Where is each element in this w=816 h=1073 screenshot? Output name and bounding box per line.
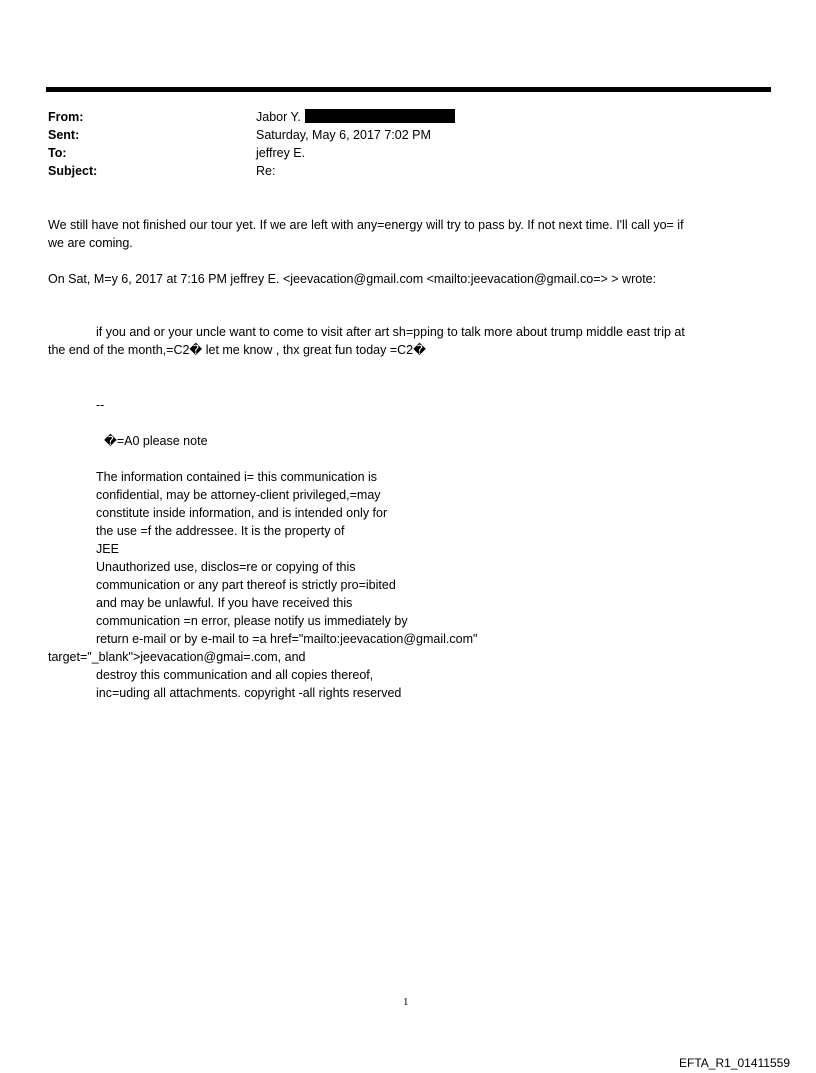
reply-line-1: We still have not finished our tour yet. If we are left with any=energy will try to pass by. If not next time. I'll call yo= if	[48, 218, 684, 232]
disclaimer-line: The information contained i= this communication is	[96, 470, 378, 484]
disclaimer-line: inc=uding all attachments. copyright -all rights reserved	[96, 686, 402, 700]
signature-dashes: --	[96, 398, 105, 412]
from-label: From:	[48, 110, 84, 124]
page-number: 1	[403, 996, 409, 1008]
to-value: jeffrey E.	[256, 146, 306, 160]
sent-value: Saturday, May 6, 2017 7:02 PM	[256, 128, 431, 142]
from-value: Jabor Y.	[256, 110, 301, 124]
subject-value: Re:	[256, 164, 276, 178]
document-id: EFTA_R1_01411559	[679, 1056, 790, 1070]
reply-line-2: we are coming.	[48, 236, 133, 250]
disclaimer-line: return e-mail or by e-mail to =a href="mailto:jeevacation@gmail.com"	[96, 632, 478, 646]
disclaimer-line: constitute inside information, and is intended only for	[96, 506, 388, 520]
quote-intro: On Sat, M=y 6, 2017 at 7:16 PM jeffrey E. <jeevacation@gmail.com <mailto:jeevacation@gmail.co=> > wrote:	[48, 272, 657, 286]
redaction-bar	[305, 109, 455, 123]
disclaimer-line: and may be unlawful. If you have received this	[96, 596, 353, 610]
quoted-line-2: the end of the month,=C2� let me know , thx great fun today =C2�	[48, 343, 426, 357]
please-note: �=A0 please note	[104, 434, 208, 448]
header-rule	[46, 87, 771, 92]
disclaimer-line: communication =n error, please notify us immediately by	[96, 614, 408, 628]
to-row	[48, 144, 67, 162]
disclaimer-outdent-line: target="_blank">jeevacation@gmai=.com, and	[48, 650, 306, 664]
subject-row	[48, 162, 97, 180]
sent-row	[48, 126, 79, 144]
disclaimer-line: destroy this communication and all copies thereof,	[96, 668, 374, 682]
subject-label: Subject:	[48, 164, 98, 178]
disclaimer-line: confidential, may be attorney-client privileged,=may	[96, 488, 381, 502]
from-value-wrap	[256, 108, 455, 126]
disclaimer-line: communication or any part thereof is strictly pro=ibited	[96, 578, 396, 592]
quoted-line-1: if you and or your uncle want to come to visit after art sh=pping to talk more about trump middle east trip at	[96, 325, 685, 339]
from-row	[48, 108, 83, 126]
sent-label: Sent:	[48, 128, 80, 142]
disclaimer-line: Unauthorized use, disclos=re or copying of this	[96, 560, 356, 574]
to-label: To:	[48, 146, 67, 160]
disclaimer-line: the use =f the addressee. It is the property of	[96, 524, 345, 538]
disclaimer-line: JEE	[96, 542, 119, 556]
